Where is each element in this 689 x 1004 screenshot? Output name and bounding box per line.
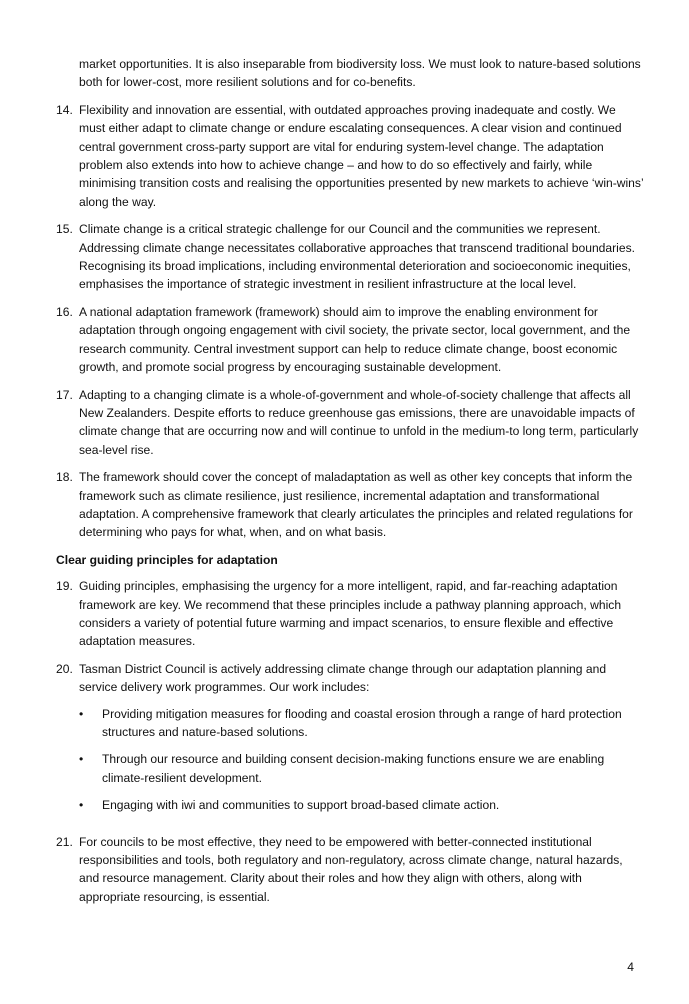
paragraph-text: Guiding principles, emphasising the urgency for a more intelligent, rapid, and far-reaching adaptation framework are key. We recommend that these principles include a pathway planning approach, which considers a variety of potential future warming and impact scenarios, to ensure flexible and effective adaptation measures.: [79, 579, 622, 649]
paragraph-19: [56, 577, 644, 651]
paragraph-text: Tasman District Council is actively addressing climate change through our adaptation planning and service delivery work programmes. Our work includes:: [79, 661, 607, 695]
list-item: [79, 705, 644, 742]
paragraph-number: 14.: [56, 102, 73, 117]
list-item: [79, 750, 644, 787]
bullet-icon: •: [79, 798, 84, 813]
paragraph-number: 16.: [56, 304, 73, 319]
paragraph-13-continuation: market opportunities. It is also inseparable from biodiversity loss. We must look to nature-based solutions both for lower-cost, more resilient solutions and for co-benefits.: [79, 57, 641, 90]
paragraph-text: For councils to be most effective, they need to be empowered with better-connected institutional responsibilities and tools, both regulatory and non-regulatory, across climate change, natural hazards, and resource management. Clarity about their roles and how they align with others, along with appropriate resourcing, is essential.: [79, 834, 623, 904]
paragraph-15: [56, 220, 644, 294]
document-body: [56, 55, 644, 915]
bullet-icon: •: [79, 706, 84, 721]
paragraph-number: 20.: [56, 661, 73, 676]
paragraph-18: [56, 468, 644, 542]
paragraph-number: 15.: [56, 222, 73, 237]
paragraph-number: 17.: [56, 387, 73, 402]
paragraph-16: [56, 303, 644, 377]
paragraph-number: 18.: [56, 470, 73, 485]
section-heading: Clear guiding principles for adaptation: [56, 552, 278, 567]
paragraph-number: 19.: [56, 579, 73, 594]
list-item-text: Through our resource and building consent decision-making functions ensure we are enabling climate-resilient development.: [102, 752, 605, 785]
bullet-list: [79, 705, 644, 815]
page-number: 4: [627, 960, 634, 974]
paragraph-20: [56, 660, 644, 824]
paragraph-text: Adapting to a changing climate is a whole-of-government and whole-of-society challenge that affects all New Zealanders. Despite efforts to reduce greenhouse gas emissions, there are unavoidable impacts of climate change that are occurring now and will continue to unfold in the medium-to long term, particularly sea-level rise.: [79, 387, 639, 457]
list-item-text: Providing mitigation measures for flooding and coastal erosion through a range of hard protection structures and nature-based solutions.: [102, 706, 622, 739]
paragraph-17: [56, 386, 644, 460]
bullet-icon: •: [79, 752, 84, 767]
paragraph-14: [56, 101, 644, 211]
paragraph-21: [56, 833, 644, 907]
list-item: [79, 796, 644, 814]
paragraph-text: A national adaptation framework (framework) should aim to improve the enabling environment for adaptation through ongoing engagement with civil society, the private sector, local government, and the research community. Central investment support can help to reduce climate change, boost economic growth, and promote social progress by encouraging sustainable development.: [79, 304, 631, 375]
paragraph-text: Climate change is a critical strategic challenge for our Council and the communities we represent. Addressing climate change necessitates collaborative approaches that transcend traditional boundaries. Recognising its broad implications, including environmental deterioration and socioeconomic inequities, emphasises the importance of strategic investment in resilient infrastructure at the local level.: [79, 222, 635, 292]
paragraph-number: 21.: [56, 834, 73, 849]
list-item-text: Engaging with iwi and communities to support broad-based climate action.: [102, 798, 500, 813]
paragraph-text: The framework should cover the concept of maladaptation as well as other key concepts that inform the framework such as climate resilience, just resilience, incremental adaptation and transformational adaptation. A comprehensive framework that clearly articulates the principles and related regulations for determining who pays for what, when, and on what basis.: [79, 470, 633, 540]
paragraph-text: Flexibility and innovation are essential, with outdated approaches proving inadequate and costly. We must either adapt to climate change or endure escalating consequences. A clear vision and continued central government cross-party support are vital for enduring system-level change. The adaptation problem also extends into how to achieve change – and how to do so effectively and fairly, while minimising transition costs and realising the opportunities presented by new markets to achieve ‘win-wins’ along the way.: [79, 102, 644, 209]
